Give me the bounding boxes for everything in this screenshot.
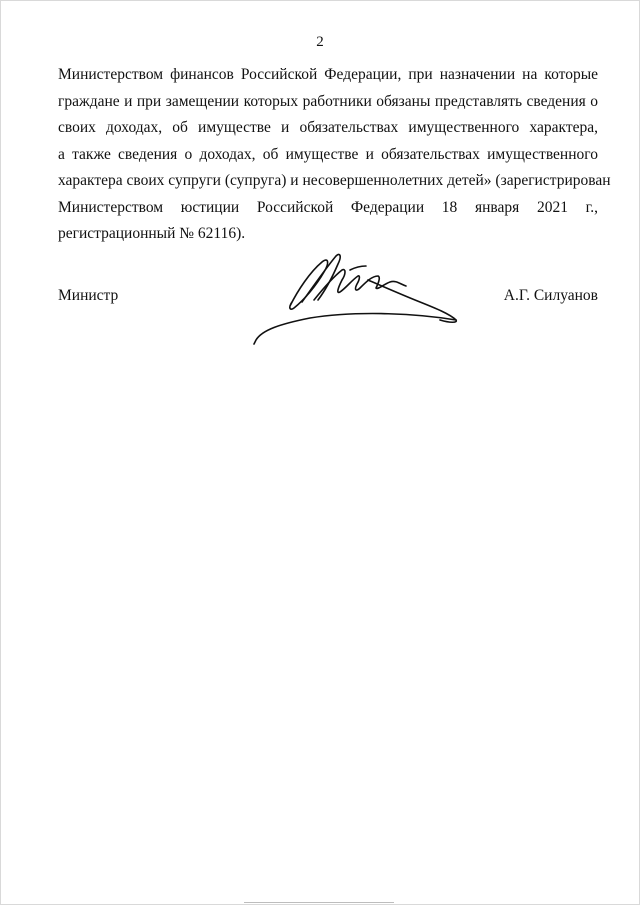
paragraph-line: граждане и при замещении которых работники обязаны представлять сведения о [58, 92, 598, 110]
handwritten-signature-icon [250, 244, 465, 349]
paragraph-line: а также сведения о доходах, об имуществе и обязательствах имущественного [58, 145, 598, 163]
paragraph-line: Министерством юстиции Российской Федерации 18 января 2021 г., [58, 198, 598, 216]
paragraph-line: характера своих супруги (супруга) и несовершеннолетних детей» (зарегистрирован [58, 172, 611, 189]
signatory-title: Министр [58, 287, 119, 304]
paragraph-line: своих доходах, об имуществе и обязательствах имущественного характера, [58, 119, 598, 136]
document-paragraph [58, 62, 611, 248]
paragraph-line: регистрационный № 62116). [58, 225, 246, 242]
page-number: 2 [316, 34, 324, 50]
footer-divider [244, 902, 394, 903]
paragraph-line: Министерством финансов Российской Федерации, при назначении на которые [58, 66, 598, 83]
signatory-name: А.Г. Силуанов [503, 287, 598, 304]
